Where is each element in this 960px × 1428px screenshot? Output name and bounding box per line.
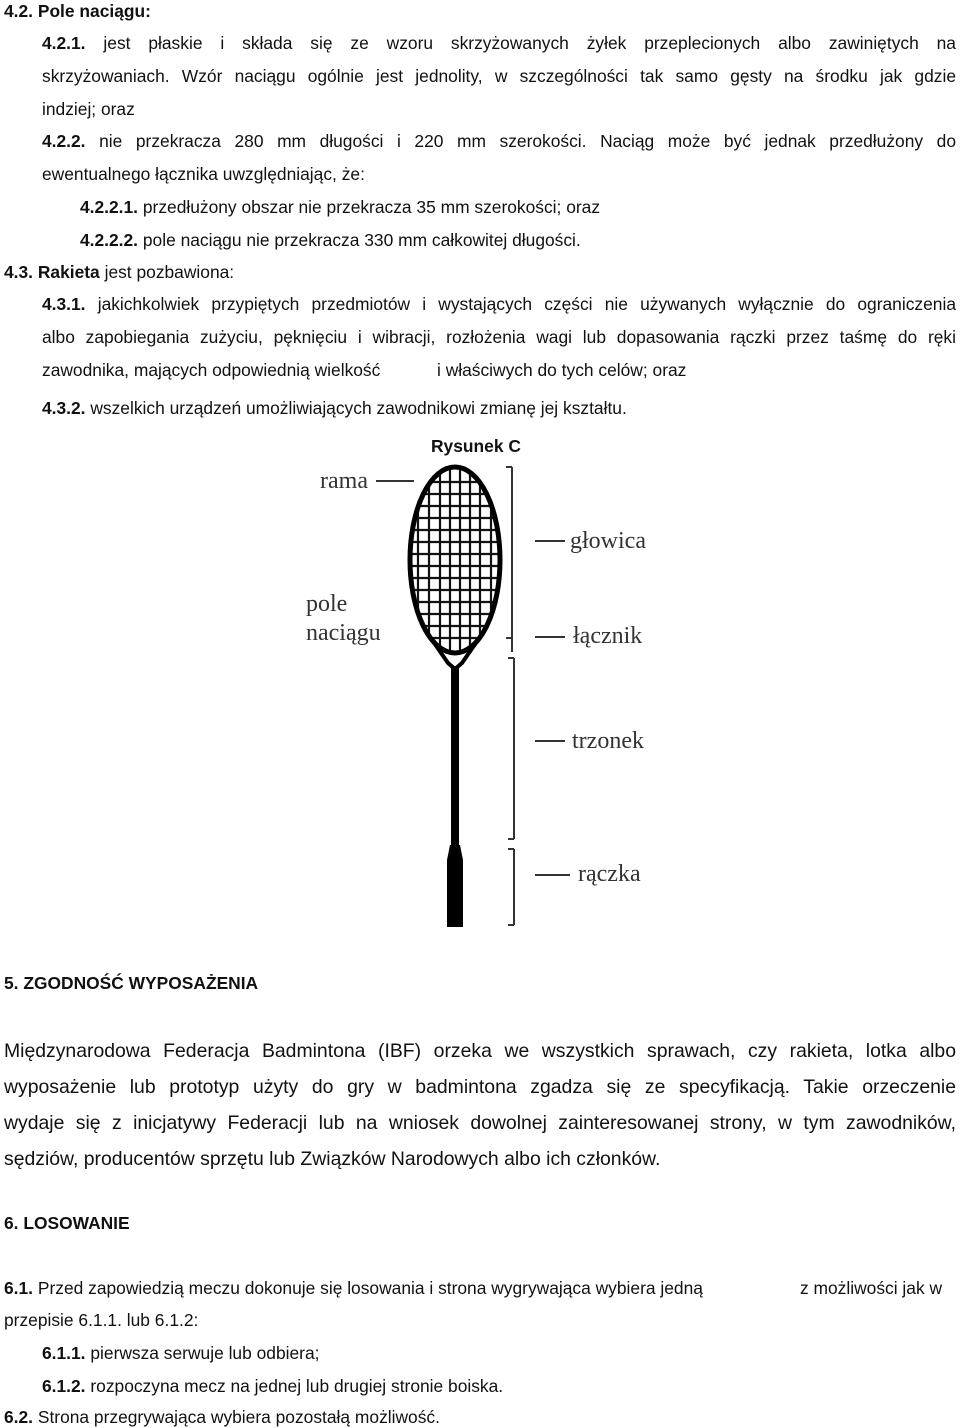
racket-shaft xyxy=(451,667,459,845)
clause-number: 6.1. xyxy=(4,1278,34,1298)
heading-bold: Rakieta xyxy=(37,262,100,282)
paragraph-6-1-line-1a xyxy=(4,1277,703,1299)
string-bed xyxy=(400,455,510,675)
paragraph-4-3-1-line-2: albo zapobiegania zużyciu, pęknięciu i wibracji, rozłożenia wagi lub dopasowania rączki przez taśmę do ręki xyxy=(42,327,956,347)
paragraph-5-line-1: Międzynarodowa Federacja Badmintona (IBF) orzeka we wszystkich sprawach, czy rakieta, lotka albo xyxy=(4,1040,956,1062)
clause-number: 4.2.2.1. xyxy=(80,197,139,217)
clause-text: jest płaskie i składa się ze wzoru skrzyżowanych żyłek przeplecionych albo zawiniętych na xyxy=(103,33,956,53)
clause-number: 6.1.1. xyxy=(42,1343,86,1363)
paragraph-4-2-1-line-2: skrzyżowaniach. Wzór naciągu ogólnie jest jednolity, w szczególności tak samo gęsty na środku jak gdzie xyxy=(42,66,956,86)
paragraph-4-2-2-2 xyxy=(80,229,581,251)
clause-number: 4.2.2. xyxy=(42,131,86,151)
label-raczka: rączka xyxy=(578,861,641,887)
section-heading-4-2: 4.2. Pole naciągu: xyxy=(4,1,151,21)
section-heading-4-3 xyxy=(4,261,234,283)
clause-text: rozpoczyna mecz na jednej lub drugiej stronie boiska. xyxy=(90,1376,504,1396)
clause-number: 4.2.1. xyxy=(42,33,86,53)
section-heading-6: 6. LOSOWANIE xyxy=(4,1213,130,1233)
clause-text: Strona przegrywająca wybiera pozostałą możliwość. xyxy=(37,1407,440,1427)
heading-rest: jest pozbawiona: xyxy=(104,262,235,282)
clause-number: 6.1.2. xyxy=(42,1376,86,1396)
paragraph-4-3-1-line-3a: zawodnika, mających odpowiednią wielkość xyxy=(42,360,381,380)
paragraph-5-line-3: wydaje się z inicjatywy Federacji lub na wniosek dowolnej zainteresowanej strony, w tym zawodników, xyxy=(4,1112,956,1134)
paragraph-6-1-line-1b: z możliwości jak w xyxy=(800,1278,943,1298)
paragraph-5-line-4: sędziów, producentów sprzętu lub Związków Narodowych albo ich członków. xyxy=(4,1148,661,1170)
label-lacznik: łącznik xyxy=(573,623,643,649)
paragraph-6-1-line-2: przepisie 6.1.1. lub 6.1.2: xyxy=(4,1310,199,1330)
paragraph-4-2-2-line-2: ewentualnego łącznika uwzględniając, że: xyxy=(42,164,365,184)
clause-text: jakichkolwiek przypiętych przedmiotów i wystających części nie używanych wyłącznie do ograniczenia xyxy=(97,294,956,314)
racket-diagram xyxy=(290,455,690,935)
paragraph-4-2-2-line-1 xyxy=(42,130,956,152)
clause-text: nie przekracza 280 mm długości i 220 mm szerokości. Naciąg może być jednak przedłużony do xyxy=(99,131,956,151)
clause-number: 4.2.2.2. xyxy=(80,230,139,250)
clause-number: 4.3.1. xyxy=(42,294,86,314)
clause-text: przedłużony obszar nie przekracza 35 mm szerokości; oraz xyxy=(142,197,601,217)
label-trzonek: trzonek xyxy=(572,728,644,754)
clause-text: pole naciągu nie przekracza 330 mm całkowitej długości. xyxy=(142,230,581,250)
clause-text: pierwsza serwuje lub odbiera; xyxy=(90,1343,320,1363)
clause-text: wszelkich urządzeń umożliwiających zawodnikowi zmianę jej kształtu. xyxy=(90,398,627,418)
paragraph-4-2-1-line-3: indziej; oraz xyxy=(42,99,135,119)
paragraph-6-1-1 xyxy=(42,1342,319,1364)
racket-figure xyxy=(290,455,690,935)
clause-number: 4.3. xyxy=(4,262,34,282)
label-rama: rama xyxy=(320,468,368,494)
paragraph-4-2-2-1 xyxy=(80,196,600,218)
paragraph-6-2 xyxy=(4,1406,440,1428)
paragraph-5-line-2: wyposażenie lub prototyp użyty do gry w badmintona zgadza się ze specyfikacją. Takie orzeczenie xyxy=(4,1076,956,1098)
bracket-lines xyxy=(506,467,570,925)
paragraph-4-3-1-line-1 xyxy=(42,293,956,315)
racket-handle xyxy=(447,845,463,927)
paragraph-4-3-2 xyxy=(42,397,627,419)
paragraph-6-1-2 xyxy=(42,1375,503,1397)
figure-title: Rysunek C xyxy=(431,436,521,456)
clause-number: 6.2. xyxy=(4,1407,34,1427)
label-naciagu: naciągu xyxy=(306,620,381,646)
section-heading-5: 5. ZGODNOŚĆ WYPOSAŻENIA xyxy=(4,973,259,993)
paragraph-4-2-1-line-1 xyxy=(42,32,956,54)
clause-text: Przed zapowiedzią meczu dokonuje się losowania i strona wygrywająca wybiera jedną xyxy=(37,1278,703,1298)
clause-number: 4.3.2. xyxy=(42,398,86,418)
paragraph-4-3-1-line-3b: i właściwych do tych celów; oraz xyxy=(437,360,687,380)
label-glowica: głowica xyxy=(570,528,646,554)
label-pole: pole xyxy=(306,591,348,617)
